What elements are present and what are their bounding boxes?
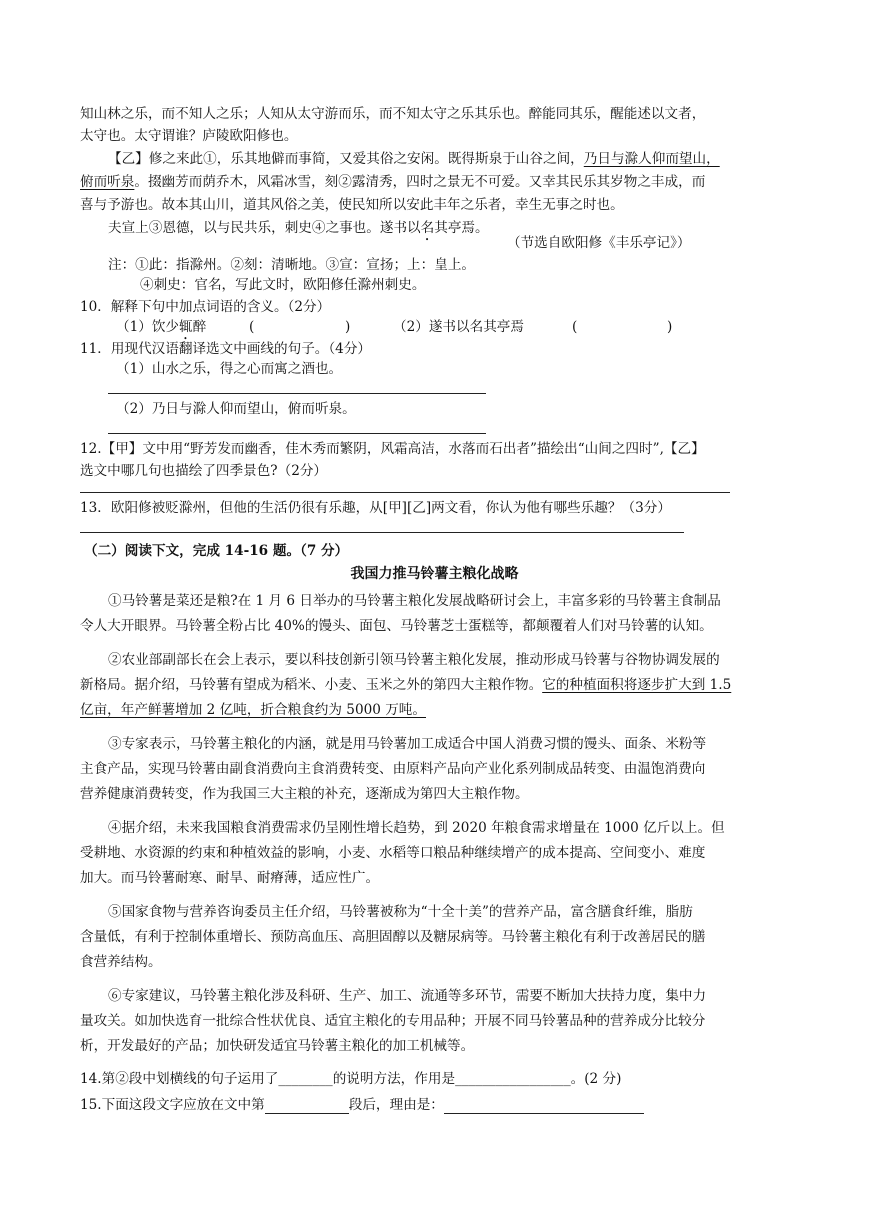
q15-text: 15.下面这段文字应放在文中第 [80,1097,265,1113]
paragraph-1-line-1: ①马铃薯是菜还是粮?在 1 月 6 日举办的马铃薯主粮化发展战略研讨会上，丰富多彩的马铃薯主食制品 [108,593,721,609]
passage-source: （节选自欧阳修《丰乐亭记》） [507,235,691,251]
q14-text: 14.第②段中划横线的句子运用了 [80,1071,279,1087]
dotted-word: 辄 [179,319,193,335]
paragraph-4-line-2: 受耕地、水资源的约束和种植效益的影响，小麦、水稻等口粮品种继续增产的成本提高、空间变小、难度 [80,845,706,861]
question-15 [80,1096,644,1114]
answer-line[interactable] [80,492,730,493]
q14-blank-2[interactable]: _________________ [455,1071,571,1087]
article-title: 我国力推马铃薯主粮化战略 [350,566,519,582]
paragraph-6-line-2: 量攻关。如加快选育一批综合性状优良、适宜主粮化的专用品种；开展不同马铃薯品种的营养成分比较分 [80,1013,706,1029]
underlined-sentence-end: 俯而听泉 [80,174,135,190]
paragraph-2-line-1: ②农业部副部长在会上表示，要以科技创新引领马铃薯主粮化发展，推动形成马铃薯与谷物协调发展的 [108,652,720,668]
q15-blank-paragraph[interactable] [265,1100,349,1114]
paragraph-6-line-3: 析，开发最好的产品；加快研发适宜马铃薯主粮化的加工机械等。 [80,1038,475,1054]
q10-item1-text: （1）饮少 [116,319,180,335]
paragraph-4-line-1: ④据介绍，未来我国粮食消费需求仍呈刚性增长趋势，到 2020 年粮食需求增量在 1000 亿斤以上。但 [108,820,725,836]
passage-b-text: 夫宣上③恩德，以与民共乐，刺史④之事也。遂书以 [108,220,421,236]
question-12-line-2: 选文中哪几句也描绘了四季景色?（2分） [80,463,328,479]
answer-line[interactable] [108,433,486,434]
passage-b-text: 【乙】修之来此①，乐其地僻而事简，又爱其俗之安闲。既得斯泉于山谷之间， [108,151,584,167]
paragraph-3-line-1: ③专家表示，马铃薯主粮化的内涵，就是用马铃薯加工成适合中国人消费习惯的馒头、面条、米粉等 [108,736,707,752]
question-11-item-2: （2）乃日与滁人仰而望山，俯而听泉。 [116,401,356,417]
paragraph-4-line-3: 加大。而马铃薯耐寒、耐旱、耐瘠薄，适应性广。 [80,870,380,886]
q15-blank-reason[interactable] [444,1100,644,1114]
question-13-line-1: 13．欧阳修被贬滁州，但他的生活仍很有乐趣，从[甲][乙]两文看，你认为他有哪些乐趣？（3分） [80,500,671,516]
q10-answer2-paren-close: ) [667,319,673,335]
underlined-sentence: 它的种植面积将逐步扩大到 1.5 [542,677,732,693]
question-12-line-1: 12.【甲】文中用“野芳发而幽香，佳木秀而繁阴，风霜高洁，水落而石出者”描绘出“山间之四时”,【乙】 [80,441,705,457]
passage-b-line-3: 喜与予游也。故本其山川，道其风俗之美，使民知所以安此丰年之乐者，幸生无事之时也。 [80,197,624,213]
passage-a-line-2: 太守也。太守谓谁？庐陵欧阳修也。 [80,128,298,144]
q10-answer2-paren-open: ( [572,319,578,335]
paragraph-5-line-3: 食营养结构。 [80,954,162,970]
q10-item2-text: 其亭焉 [483,319,524,335]
underlined-sentence: 乃日与滁人仰而望山， [583,151,720,167]
passage-b-text: 。掇幽芳而荫乔木，风霜冰雪，刻②露清秀，四时之景无不可爱。又幸其民乐其岁物之丰成，而 [134,174,706,190]
q14-text: 的说明方法，作用是 [332,1071,456,1087]
paragraph-5-line-2: 含量低，有利于控制体重增长、预防高血压、高胆固醇以及糖尿病等。马铃薯主粮化有利于改善居民的膳 [80,929,706,945]
paragraph-3-line-2: 主食产品，实现马铃薯由副食消费向主食消费转变、由原料产品向产业化系列制成品转变、由温饱消费向 [80,761,706,777]
passage-b-line-4 [108,219,489,244]
passage-b-line-2 [80,173,705,191]
q15-text: 段后，理由是： [348,1097,444,1113]
paragraph-2-line-3 [80,701,426,719]
q14-blank-1[interactable]: ________ [278,1071,333,1087]
dotted-word: 名 [420,220,435,236]
passage-b-text: 其亭焉。 [434,220,489,236]
paragraph-2-text: 新格局。据介绍，马铃薯有望成为稻米、小麦、玉米之外的第四大主粮作物。 [80,677,543,693]
answer-line[interactable] [108,393,486,394]
answer-line[interactable] [80,532,684,533]
passage-a-line-1: 知山林之乐，而不知人之乐；人知从太守游而乐，而不知太守之乐其乐也。醉能同其乐，醒能述以文者， [80,106,706,122]
question-11-item-1: （1）山水之乐，得之心而寓之酒也。 [116,361,343,377]
question-10-stem: 10．解释下句中加点词语的含义。（2分） [80,299,331,315]
paragraph-6-line-1: ⑥专家建议，马铃薯主粮化涉及科研、生产、加工、流通等多环节，需要不断加大扶持力度，集中力 [108,988,707,1004]
question-10-item-2 [393,318,524,336]
paragraph-2-line-2 [80,676,731,694]
underlined-sentence-end: 亿亩，年产鲜薯增加 2 亿吨，折合粮食约为 5000 万吨。 [80,702,426,718]
paragraph-1-line-2: 令人大开眼界。马铃薯全粉占比 40%的馒头、面包、马铃薯芝士蛋糕等，都颠覆着人们对马铃薯的认知。 [80,618,713,634]
passage-b-line-1 [108,150,720,168]
question-11-stem: 11．用现代汉语翻译选文中画线的句子。（4分） [80,341,372,357]
note-line-2: ④刺史：官名，写此文时，欧阳修任滁州刺史。 [140,277,426,293]
q10-answer-paren-close: ) [345,319,351,335]
q10-item2-text: （2）遂书以 [393,319,470,335]
q10-answer-paren-open: ( [249,319,255,335]
q14-text: 。(2 分) [570,1071,622,1087]
paragraph-5-line-1: ⑤国家食物与营养咨询委员主任介绍，马铃薯被称为“十全十美”的营养产品，富含膳食纤维，脂肪 [108,904,693,920]
note-line-1: 注：①此：指滁州。②刻：清晰地。③宣：宣扬；上：皇上。 [108,257,476,273]
q10-item2-word: 名 [469,319,484,335]
paragraph-3-line-3: 营养健康消费转变，作为我国三大主粮的补充，逐渐成为第四大主粮作物。 [80,786,529,802]
question-14 [80,1070,621,1088]
q10-item1-text: 醉 [192,319,207,335]
section-heading: （二）阅读下文，完成 14-16 题。（7 分） [84,543,349,559]
